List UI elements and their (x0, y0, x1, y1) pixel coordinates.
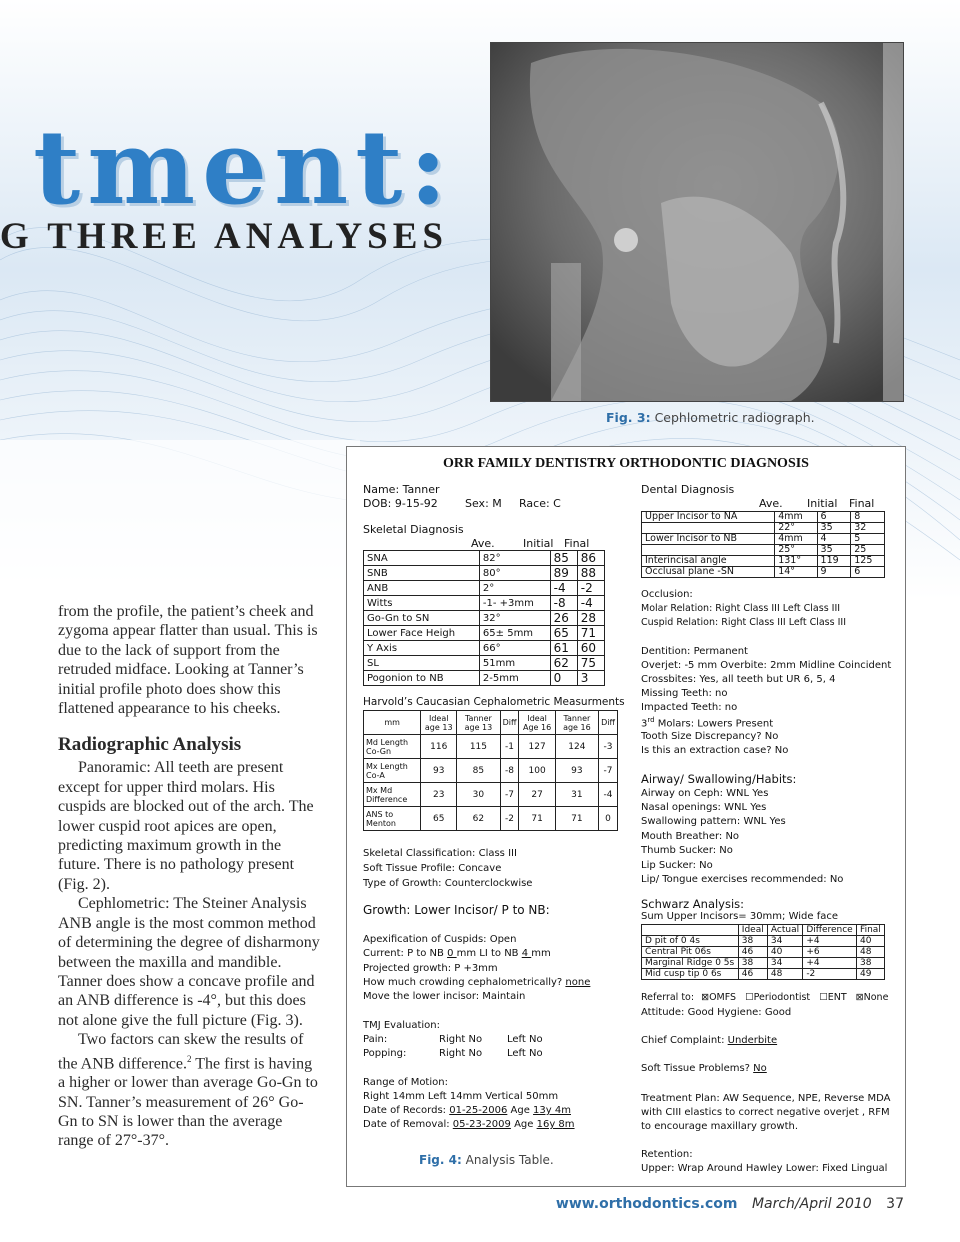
crowding (363, 977, 590, 988)
skeletal-cell: 28 (577, 611, 604, 626)
dental-cell: 9 (817, 567, 851, 578)
dental-cell: 6 (851, 567, 885, 578)
skeletal-cell: -1- +3mm (479, 596, 550, 611)
referral-perio-label: Periodontist (753, 992, 811, 1003)
dental-cell: 131° (775, 556, 817, 567)
soft-tissue-profile: Soft Tissue Profile: Concave (363, 863, 502, 874)
skeletal-cell: 65 (550, 626, 577, 641)
third-molars (641, 716, 773, 729)
headline-main-text: tment: (33, 108, 454, 228)
molar-relation: Molar Relation: Right Class III Left Class III (641, 603, 841, 614)
section-heading: Radiographic Analysis (58, 734, 242, 756)
dental-cell: Interincisal angle (642, 556, 775, 567)
schwarz-cell: +6 (803, 947, 857, 958)
schwarz-header-cell (642, 925, 739, 936)
skeletal-cell: 71 (577, 626, 604, 641)
schwarz-header-cell: Ideal (738, 925, 767, 936)
skeletal-cell: Pogonion to NB (364, 671, 480, 686)
current-c: mm LI to NB (456, 948, 522, 959)
skeletal-row (364, 611, 605, 626)
chief-complaint (641, 1035, 777, 1046)
date-removal-age-label: Age (510, 1119, 537, 1130)
headline-subtitle-text: G THREE ANALYSES (0, 216, 448, 257)
current-d: 4 (521, 948, 532, 959)
dental-cell: 35 (817, 523, 851, 534)
dental-table (641, 511, 885, 578)
skeletal-table (363, 550, 605, 686)
dental-cell (642, 523, 775, 534)
skeletal-cell: -2 (577, 581, 604, 596)
date-records (363, 1105, 571, 1116)
schwarz-cell: +4 (803, 936, 857, 947)
dental-cell: 22° (775, 523, 817, 534)
tooth-size-discrepancy: Tooth Size Discrepancy? No (641, 731, 779, 742)
cuspid-relation: Cuspid Relation: Right Class III Left Class III (641, 617, 847, 628)
harvold-table (363, 710, 618, 831)
chief-complaint-value: Underbite (727, 1035, 778, 1046)
figure4-label: Fig. 4: (419, 1153, 462, 1167)
paragraph-panoramic: Panoramic: All teeth are present except for upper third molars. His cuspids are blocked out of the arch. The lower cuspid root apices are open, predicting maximum growth in the future. There is no pathology present (Fig. 2). (58, 759, 314, 893)
schwarz-cell: 40 (857, 936, 885, 947)
headline-subtitle (0, 212, 448, 262)
growth-type: Type of Growth: Counterclockwise (363, 878, 533, 889)
airway-ceph: Airway on Ceph: WNL Yes (641, 788, 769, 799)
footnote-ref: 2 (187, 1053, 192, 1064)
schwarz-cell: +4 (803, 958, 857, 969)
figure3-caption-text: Cephlometric radiograph. (654, 410, 815, 425)
dental-cell: 35 (817, 545, 851, 556)
soft-tissue-problems (641, 1063, 767, 1074)
dental-row (642, 512, 885, 523)
retention-values: Upper: Wrap Around Hawley Lower: Fixed Lingual (641, 1163, 888, 1174)
date-records-value: 01-25-2006 (449, 1105, 508, 1116)
schwarz-cell: 40 (767, 947, 802, 958)
tmj-pain-left: Left No (507, 1034, 543, 1045)
tmj-title: TMJ Evaluation: (363, 1020, 440, 1031)
harvold-cell: 23 (421, 783, 457, 807)
schwarz-sum: Sum Upper Incisors= 30mm; Wide face (641, 911, 839, 922)
schwarz-cell: 49 (857, 969, 885, 980)
dental-cell: Lower Incisor to NB (642, 534, 775, 545)
third-molars-sup: rd (647, 716, 655, 724)
skeletal-cell: 75 (577, 656, 604, 671)
skeletal-row (364, 566, 605, 581)
lip-sucker: Lip Sucker: No (641, 860, 713, 871)
rom-title: Range of Motion: (363, 1077, 448, 1088)
skeletal-col-ave: Ave. (471, 537, 495, 550)
paragraph-cephlometric: Cephlometric: The Steiner Analysis ANB angle is the most common method of determining the degree of disharmony between the maxilla and mandible. Tanner does show a concave profile and an ANB difference is -4°, but this does not alone give the full picture (Fig. 3). (58, 895, 320, 1029)
skeletal-cell: 85 (550, 551, 577, 566)
harvold-cell: Mx Md Difference (364, 783, 421, 807)
skeletal-cell: 80° (479, 566, 550, 581)
date-records-label: Date of Records: (363, 1105, 450, 1116)
schwarz-cell: Marginal Ridge 0 5s (642, 958, 739, 969)
harvold-header-cell: mm (364, 711, 421, 735)
dental-cell: 14° (775, 567, 817, 578)
skeletal-title: Skeletal Diagnosis (363, 523, 464, 536)
skeletal-col-initial: Initial (523, 537, 554, 550)
skeletal-cell: 2-5mm (479, 671, 550, 686)
figure4-caption-text: Analysis Table. (465, 1153, 554, 1167)
skeletal-cell: 86 (577, 551, 604, 566)
panel-title: ORR FAMILY DENTISTRY ORTHODONTIC DIAGNOSIS (443, 456, 809, 471)
harvold-cell: 62 (457, 807, 500, 831)
date-removal (363, 1119, 575, 1130)
schwarz-cell: Central Pit 06s (642, 947, 739, 958)
skeletal-cell: SNA (364, 551, 480, 566)
harvold-cell: -7 (599, 759, 618, 783)
skeletal-cell: 66° (479, 641, 550, 656)
skeletal-row (364, 641, 605, 656)
date-removal-age: 16y 8m (536, 1119, 575, 1130)
patient-name: Name: Tanner (363, 483, 440, 496)
schwarz-cell: D pit of 0 4s (642, 936, 739, 947)
crowding-b: none (565, 977, 591, 988)
treatment-plan: Treatment Plan: AW Sequence, NPE, Reverse MDA with CIII elastics to correct negative overjet , RFM to encourage maxillary growth. (641, 1093, 891, 1132)
skeletal-row (364, 656, 605, 671)
harvold-cell: 115 (457, 735, 500, 759)
date-records-age: 13y 4m (533, 1105, 571, 1116)
skeletal-row (364, 551, 605, 566)
skeletal-cell: ANB (364, 581, 480, 596)
patient-dob: DOB: 9-15-92 (363, 497, 438, 510)
occlusion-label: Occlusion: (641, 589, 693, 600)
schwarz-cell: 48 (857, 947, 885, 958)
tmj-popping-left: Left No (507, 1048, 543, 1059)
skeletal-row (364, 596, 605, 611)
patient-sex: Sex: M (465, 497, 502, 510)
referral-row (641, 992, 888, 1003)
growth-title: Growth: Lower Incisor/ P to NB: (363, 903, 550, 917)
chief-complaint-label: Chief Complaint: (641, 1035, 728, 1046)
harvold-header-cell: Ideal age 13 (421, 711, 457, 735)
harvold-cell: 0 (599, 807, 618, 831)
extraction-case: Is this an extraction case? No (641, 745, 789, 756)
schwarz-cell: -2 (803, 969, 857, 980)
figure4-caption (419, 1153, 554, 1167)
skeletal-classification: Skeletal Classification: Class III (363, 848, 517, 859)
footer-date: March/April 2010 (751, 1196, 872, 1212)
skeletal-cell: 2° (479, 581, 550, 596)
date-removal-label: Date of Removal: (363, 1119, 453, 1130)
harvold-cell: 93 (421, 759, 457, 783)
retention-title: Retention: (641, 1149, 693, 1160)
projected-growth: Projected growth: P +3mm (363, 963, 498, 974)
swallowing-pattern: Swallowing pattern: WNL Yes (641, 816, 786, 827)
schwarz-row (642, 969, 885, 980)
referral-label: Referral to: (641, 992, 695, 1003)
harvold-cell: -2 (500, 807, 519, 831)
skeletal-cell: SL (364, 656, 480, 671)
paragraph-factors-b: The first is having a higher or lower than average Go-Gn to SN. Tanner’s measurement of 26° Go-Gn to SN is lower than the average range of 27°-37°. (58, 1054, 318, 1150)
dental-cell: 32 (851, 523, 885, 534)
dental-cell: 4mm (775, 512, 817, 523)
schwarz-row (642, 947, 885, 958)
cephalometric-radiograph-image (490, 42, 904, 402)
schwarz-cell: Mid cusp tip 0 6s (642, 969, 739, 980)
skeletal-cell: 65± 5mm (479, 626, 550, 641)
dental-col-ave: Ave. (759, 497, 783, 510)
page-footer (0, 1196, 904, 1212)
lip-tongue-exercises: Lip/ Tongue exercises recommended: No (641, 874, 844, 885)
paragraph-factors (58, 1030, 320, 1151)
current-growth (363, 948, 551, 959)
crowding-a: How much crowding cephalometrically? (363, 977, 566, 988)
skeletal-cell: -4 (550, 581, 577, 596)
harvold-cell: ANS to Menton (364, 807, 421, 831)
skeletal-cell: 3 (577, 671, 604, 686)
skeletal-cell: 60 (577, 641, 604, 656)
skeletal-cell: -8 (550, 596, 577, 611)
referral-none-checkbox: ⊠ (855, 992, 864, 1003)
referral-omfs-label: OMFS (709, 992, 737, 1003)
dental-row (642, 534, 885, 545)
soft-tissue-problems-value: No (753, 1063, 767, 1074)
harvold-header-cell: Tanner age 13 (457, 711, 500, 735)
harvold-cell: 27 (519, 783, 555, 807)
schwarz-cell: 34 (767, 958, 802, 969)
skeletal-cell: 88 (577, 566, 604, 581)
dental-cell: Upper Incisor to NA (642, 512, 775, 523)
harvold-cell: 127 (519, 735, 555, 759)
harvold-header-cell: Diff (599, 711, 618, 735)
headline-main (0, 108, 470, 228)
skeletal-cell: 62 (550, 656, 577, 671)
harvold-row (364, 759, 618, 783)
dental-cell: 125 (851, 556, 885, 567)
harvold-cell: 71 (519, 807, 555, 831)
footer-url[interactable]: www.orthodontics.com (555, 1196, 738, 1212)
schwarz-title: Schwarz Analysis: (641, 897, 745, 911)
overjet: Overjet: -5 mm Overbite: 2mm Midline Coincident (641, 660, 892, 671)
skeletal-cell: 0 (550, 671, 577, 686)
thumb-sucker: Thumb Sucker: No (641, 845, 733, 856)
harvold-cell: -4 (599, 783, 618, 807)
referral-ent-label: ENT (827, 992, 847, 1003)
schwarz-cell: 34 (767, 936, 802, 947)
harvold-cell: 31 (555, 783, 598, 807)
dental-cell: 119 (817, 556, 851, 567)
referral-ent-checkbox: ☐ (819, 992, 828, 1003)
apexification: Apexification of Cuspids: Open (363, 934, 517, 945)
tmj-popping-label: Popping: (363, 1048, 407, 1059)
schwarz-cell: 46 (738, 969, 767, 980)
skeletal-cell: 32° (479, 611, 550, 626)
analysis-table-panel (346, 446, 906, 1187)
dental-cell: 25° (775, 545, 817, 556)
dental-cell: 5 (851, 534, 885, 545)
dental-cell (642, 545, 775, 556)
crossbites: Crossbites: Yes, all teeth but UR 6, 5, 4 (641, 674, 836, 685)
dental-row (642, 545, 885, 556)
schwarz-header-cell: Actual (767, 925, 802, 936)
referral-none-label: None (863, 992, 889, 1003)
skeletal-cell: Go-Gn to SN (364, 611, 480, 626)
schwarz-row (642, 936, 885, 947)
harvold-cell: Mx Length Co-A (364, 759, 421, 783)
rom-values: Right 14mm Left 14mm Vertical 50mm (363, 1091, 559, 1102)
harvold-cell: -1 (500, 735, 519, 759)
impacted-teeth: Impacted Teeth: no (641, 702, 738, 713)
harvold-cell: -8 (500, 759, 519, 783)
schwarz-header-cell: Difference (803, 925, 857, 936)
move-incisor: Move the lower incisor: Maintain (363, 991, 526, 1002)
harvold-row (364, 807, 618, 831)
mouth-breather: Mouth Breather: No (641, 831, 740, 842)
harvold-cell: 65 (421, 807, 457, 831)
dental-cell: 6 (817, 512, 851, 523)
harvold-row (364, 783, 618, 807)
dental-cell: 8 (851, 512, 885, 523)
harvold-title: Harvold’s Caucasian Cephalometric Measurments (363, 696, 625, 708)
dental-col-initial: Initial (807, 497, 838, 510)
referral-perio-checkbox: ☐ (745, 992, 754, 1003)
current-a: Current: P to NB (363, 948, 448, 959)
skeletal-cell: Witts (364, 596, 480, 611)
date-records-age-label: Age (507, 1105, 534, 1116)
skeletal-cell: 26 (550, 611, 577, 626)
schwarz-cell: 48 (767, 969, 802, 980)
skeletal-cell: 89 (550, 566, 577, 581)
dental-row (642, 556, 885, 567)
dental-col-final: Final (849, 497, 875, 510)
airway-title: Airway/ Swallowing/Habits: (641, 772, 797, 786)
current-e: mm (531, 948, 551, 959)
dental-title: Dental Diagnosis (641, 483, 735, 496)
dental-cell: 25 (851, 545, 885, 556)
soft-tissue-problems-label: Soft Tissue Problems? (641, 1063, 754, 1074)
schwarz-row (642, 958, 885, 969)
harvold-header-cell: Ideal Age 16 (519, 711, 555, 735)
attitude-hygiene: Attitude: Good Hygiene: Good (641, 1007, 792, 1018)
dental-row (642, 567, 885, 578)
tmj-pain-label: Pain: (363, 1034, 388, 1045)
third-molars-num: 3 (641, 718, 648, 730)
harvold-cell: 85 (457, 759, 500, 783)
schwarz-cell: 38 (738, 958, 767, 969)
third-molars-text: Molars: Lowers Present (654, 718, 774, 730)
harvold-cell: 71 (555, 807, 598, 831)
skeletal-cell: 61 (550, 641, 577, 656)
tmj-pain-right: Right No (439, 1034, 483, 1045)
schwarz-table (641, 924, 885, 980)
intro-paragraph: from the profile, the patient’s cheek and zygoma appear flatter than usual. This is due to the lack of support from the retruded midface. Looking at Tanner’s initial profile photo does show this flattened appearance to his cheeks. (58, 603, 318, 718)
harvold-cell: 30 (457, 783, 500, 807)
skeletal-cell: Y Axis (364, 641, 480, 656)
skeletal-row (364, 626, 605, 641)
harvold-header-cell: Diff (500, 711, 519, 735)
schwarz-cell: 38 (857, 958, 885, 969)
harvold-cell: 124 (555, 735, 598, 759)
schwarz-header-cell: Final (857, 925, 885, 936)
tmj-popping-right: Right No (439, 1048, 483, 1059)
dental-cell: 4mm (775, 534, 817, 545)
harvold-header-cell: Tanner age 16 (555, 711, 598, 735)
missing-teeth: Missing Teeth: no (641, 688, 728, 699)
paragraph-factors-a: Two factors can skew the results of the ANB difference. (58, 1031, 304, 1072)
harvold-row (364, 735, 618, 759)
schwarz-cell: 38 (738, 936, 767, 947)
skeletal-cell: -4 (577, 596, 604, 611)
skeletal-col-final: Final (564, 537, 590, 550)
date-removal-value: 05-23-2009 (452, 1119, 511, 1130)
page-number: 37 (886, 1196, 904, 1212)
harvold-cell: 116 (421, 735, 457, 759)
harvold-cell: Md Length Co-Gn (364, 735, 421, 759)
schwarz-cell: 46 (738, 947, 767, 958)
referral-omfs-checkbox: ⊠ (701, 992, 710, 1003)
skeletal-cell: 82° (479, 551, 550, 566)
harvold-cell: -7 (500, 783, 519, 807)
article-body (58, 602, 320, 1151)
dental-row (642, 523, 885, 534)
nasal-openings: Nasal openings: WNL Yes (641, 802, 767, 813)
dental-cell: Occlusal plane -SN (642, 567, 775, 578)
skeletal-cell: Lower Face Heigh (364, 626, 480, 641)
current-b: 0 (447, 948, 457, 959)
skeletal-cell: SNB (364, 566, 480, 581)
harvold-cell: 100 (519, 759, 555, 783)
harvold-cell: -3 (599, 735, 618, 759)
harvold-cell: 93 (555, 759, 598, 783)
figure3-caption (606, 410, 815, 425)
dental-cell: 4 (817, 534, 851, 545)
skeletal-row (364, 581, 605, 596)
skeletal-row (364, 671, 605, 686)
patient-race: Race: C (519, 497, 561, 510)
figure3-label: Fig. 3: (606, 410, 651, 425)
dentition: Dentition: Permanent (641, 646, 748, 657)
skeletal-cell: 51mm (479, 656, 550, 671)
